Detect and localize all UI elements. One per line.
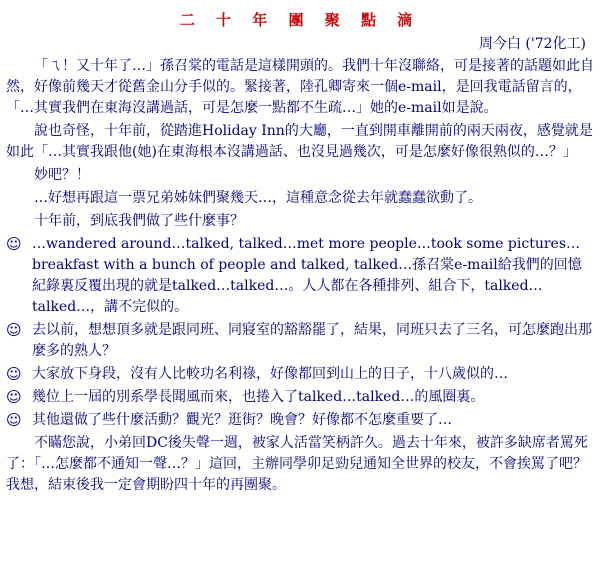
- list-item: [6, 387, 594, 408]
- list-item-text: …wandered around…talked, talked…met more people…took some pictures…breakfast with a bunch of people and talked, talked…孫召棠e-mail給我們的回憶紀錄裏反覆出現的就是talked…talked…。人人都在各種排列、組合下，talked…talked…，講不完似的。: [32, 236, 582, 315]
- list-item-text: 其他還做了些什麼活動？觀光？逛街？晚會？好像都不怎麼重要了…: [32, 412, 452, 428]
- article-page: [0, 9, 600, 587]
- list-item-text: 去以前，想想頂多就是跟同班、同寢室的豁豁罷了，結果，同班只去了三名，可怎麼跑出那麼多的熟人？: [32, 322, 592, 359]
- paragraph-reunion-wish: …好想再跟這一票兄弟姊妹們聚幾天…，這種意念從去年就蠢蠢欲動了。: [34, 190, 482, 206]
- smiley-icon: ☺: [6, 235, 22, 253]
- paragraph-exclamation: 妙吧？！: [34, 167, 90, 183]
- list-item: [6, 234, 594, 318]
- list-item-text: 幾位上一屆的別系學長聞風而來，也捲入了talked…talked…的風圈裏。: [32, 389, 485, 405]
- paragraph-holiday-inn: 說也奇怪，十年前，從踏進Holiday Inn的大廳，一直到開車離開前的兩天兩夜，感覺就是如此「…其實我跟他(她)在東海根本沒講過話、也沒見過幾次，可是怎麼好像很熟似的…？」: [6, 123, 593, 160]
- smiley-icon: ☺: [6, 365, 22, 383]
- paragraph-closing: 不瞞您說，小弟回DC後失聲一週，被家人活當笑柄許久。過去十年來，被許多缺席者罵死了：「…怎麼都不通知一聲…？」這回，主辦同學卯足勁兒通知全世界的校友，不會挨罵了吧？我想，結束後我一定會期盼四十年的再團聚。: [6, 435, 588, 493]
- article-author: 周今白 ('72化工): [478, 36, 586, 52]
- smiley-icon: ☺: [6, 321, 22, 339]
- list-item: [6, 320, 594, 362]
- article-title: 二 十 年 團 聚 點 滴: [179, 11, 421, 29]
- paragraph-question: 十年前，到底我們做了些什麼事？: [34, 213, 244, 229]
- list-item: [6, 410, 594, 431]
- list-item-text: 大家放下身段，沒有人比較功名利祿，好像都回到山上的日子，十八歲似的…: [32, 366, 508, 382]
- list-item: [6, 364, 594, 385]
- smiley-icon: ☺: [6, 388, 22, 406]
- paragraph-phone-call: 「ㄟ！又十年了…」孫召棠的電話是這樣開頭的。我們十年沒聯絡，可是接著的話題如此自然，好像前幾天才從舊金山分手似的。緊接著，陸孔卿寄來一個e-mail，是回我電話留言的，「…其實我們在東海沒講過話，可是怎麼一點都不生疏…」她的e-mail如是說。: [6, 58, 594, 116]
- smiley-icon: ☺: [6, 411, 22, 429]
